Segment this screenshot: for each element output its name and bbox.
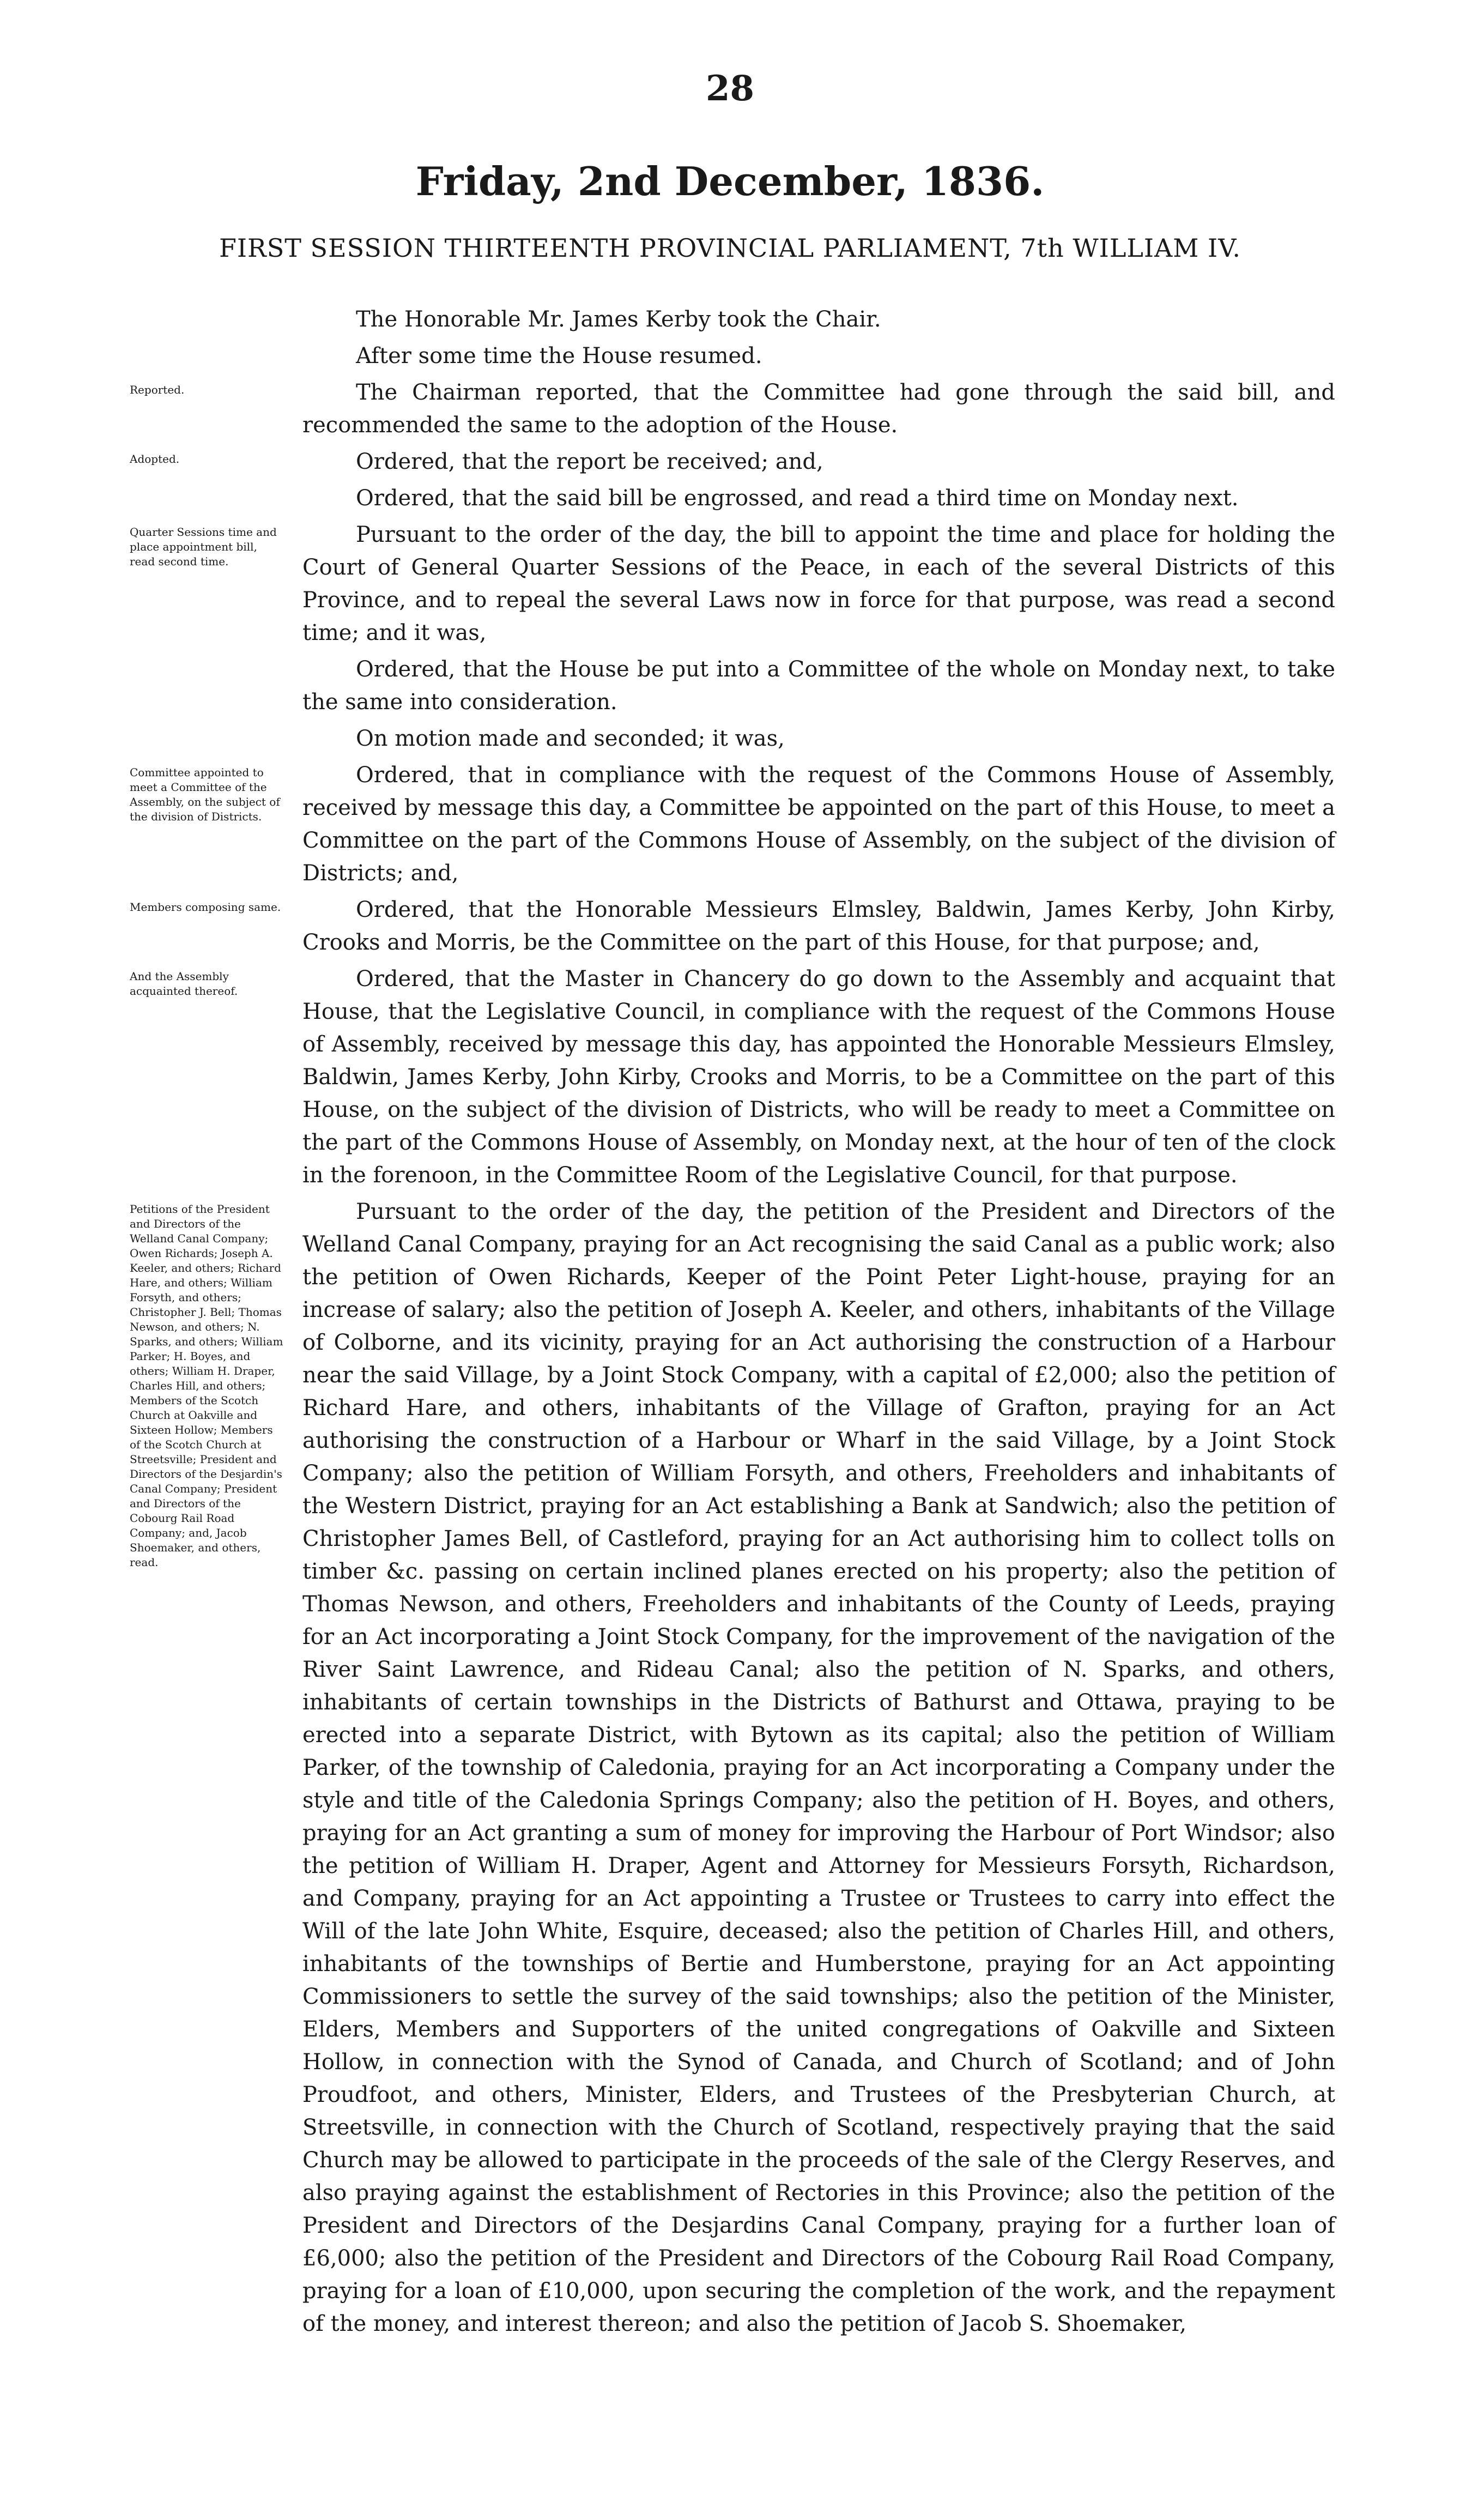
paragraph: Ordered, that the Honorable Messieurs Elmsley, Baldwin, James Kerby, John Kirby, Crooks and Morris, be the Committee on the part of this House, for that purpose; and, (302, 897, 1335, 955)
paragraph: After some time the House resumed. (356, 343, 762, 368)
paragraph: The Honorable Mr. James Kerby took the Chair. (356, 307, 881, 332)
date-heading: Friday, 2nd December, 1836. (415, 158, 1045, 204)
entry (0, 759, 1460, 890)
entry (0, 963, 1460, 1192)
entry (0, 653, 1460, 718)
entry (0, 482, 1460, 515)
entry (0, 1195, 1460, 2340)
margin-note: Quarter Sessions time and place appointment bill, read second time. (130, 525, 277, 568)
page-number: 28 (705, 68, 755, 109)
margin-note: And the Assembly acquainted thereof. (130, 970, 238, 998)
entry (0, 303, 1460, 336)
entry (0, 893, 1460, 959)
paragraph: Ordered, that the Master in Chancery do go down to the Assembly and acquaint that House, that the Legislative Council, in compliance with the request of the Commons House of Assembly, received by message this day, has appointed the Honorable Messieurs Elmsley, Baldwin, James Kerby, John Kirby, Crooks and Morris, to be a Committee on the part of this House, on the subject of the division of Districts, who will be ready to meet a Committee on the part of the Commons House of Assembly, on Monday next, at the hour of ten of the clock in the forenoon, in the Committee Room of the Legislative Council, for that purpose. (302, 966, 1335, 1188)
entry (0, 722, 1460, 755)
paragraph: The Chairman reported, that the Committee had gone through the said bill, and recommended the same to the adoption of the House. (302, 380, 1335, 438)
paragraph: Ordered, that the House be put into a Committee of the whole on Monday next, to take the same into consideration. (302, 657, 1335, 715)
margin-note: Petitions of the President and Directors of the Welland Canal Company; Owen Richards; Joseph A. Keeler, and others; Richard Hare, and others; William Forsyth, and others; Christopher J. Bell; Thomas Newson, and others; N. Sparks, and others; William Parker; H. Boyes, and others; William H. Draper, Charles Hill, and others; Members of the Scotch Church at Oakville and Sixteen Hollow; Members of the Scotch Church at Streetsville; President and Directors of the Desjardin's Canal Company; President and Directors of the Cobourg Rail Road Company; and, Jacob Shoemaker, and others, read. (130, 1202, 283, 1569)
paragraph: Ordered, that the said bill be engrossed, and read a third time on Monday next. (356, 486, 1239, 511)
paragraph: Ordered, that the report be received; and, (356, 449, 823, 474)
margin-note: Committee appointed to meet a Committee of the Assembly, on the subject of the division of Districts. (130, 766, 280, 823)
paragraph: Ordered, that in compliance with the request of the Commons House of Assembly, received by message this day, a Committee be appointed on the part of this House, to meet a Committee on the part of the Commons House of Assembly, on the subject of the division of Districts; and, (302, 763, 1335, 886)
margin-note: Members composing same. (130, 901, 281, 914)
proceedings-body (0, 303, 1460, 2344)
margin-note: Reported. (130, 383, 185, 396)
paragraph: Pursuant to the order of the day, the petition of the President and Directors of the Welland Canal Company, praying for an Act recognising the said Canal as a public work; also the petition of Owen Richards, Keeper of the Point Peter Light-house, praying for an increase of salary; also the petition of Joseph A. Keeler, and others, inhabitants of the Village of Colborne, and its vicinity, praying for an Act authorising the construction of a Harbour near the said Village, by a Joint Stock Company, with a capital of £2,000; also the petition of Richard Hare, and others, inhabitants of the Village of Grafton, praying for an Act authorising the construction of a Harbour or Wharf in the said Village, by a Joint Stock Company; also the petition of William Forsyth, and others, Freeholders and inhabitants of the Western District, praying for an Act establishing a Bank at Sandwich; also the petition of Christopher James Bell, of Castleford, praying for an Act authorising him to collect tolls on timber &c. passing on certain inclined planes erected on his property; also the petition of Thomas Newson, and others, Freeholders and inhabitants of the County of Leeds, praying for an Act incorporating a Joint Stock Company, for the improvement of the navigation of the River Saint Lawrence, and Rideau Canal; also the petition of N. Sparks, and others, inhabitants of certain townships in the Districts of Bathurst and Ottawa, praying to be erected into a separate District, with Bytown as its capital; also the petition of William Parker, of the township of Caledonia, praying for an Act incorporating a Company under the style and title of the Caledonia Springs Company; also the petition of H. Boyes, and others, praying for an Act granting a sum of money for improving the Harbour of Port Windsor; also the petition of William H. Draper, Agent and Attorney for Messieurs Forsyth, Richardson, and Company, praying for an Act appointing a Trustee or Trustees to carry into effect the Will of the late John White, Esquire, deceased; also the petition of Charles Hill, and others, inhabitants of the townships of Bertie and Humberstone, praying for an Act appointing Commissioners to settle the survey of the said townships; also the petition of the Minister, Elders, Members and Supporters of the united congregations of Oakville and Sixteen Hollow, in connection with the Synod of Canada, and Church of Scotland; and of John Proudfoot, and others, Minister, Elders, and Trustees of the Presbyterian Church, at Streetsville, in connection with the Church of Scotland, respectively praying that the said Church may be allowed to participate in the proceeds of the sale of the Clergy Reserves, and also praying against the establishment of Rectories in this Province; also the petition of the President and Directors of the Desjardins Canal Company, praying for a further loan of £6,000; also the petition of the President and Directors of the Cobourg Rail Road Company, praying for a loan of £10,000, upon securing the completion of the work, and the repayment of the money, and interest thereon; and also the petition of Jacob S. Shoemaker, (302, 1199, 1335, 2336)
entry (0, 340, 1460, 372)
margin-note: Adopted. (130, 452, 180, 466)
session-heading: FIRST SESSION THIRTEENTH PROVINCIAL PARLIAMENT, 7th WILLIAM IV. (219, 233, 1241, 263)
entry (0, 445, 1460, 478)
paragraph: On motion made and seconded; it was, (356, 726, 785, 751)
entry (0, 376, 1460, 442)
entry (0, 518, 1460, 649)
paragraph: Pursuant to the order of the day, the bill to appoint the time and place for holding the Court of General Quarter Sessions of the Peace, in each of the several Districts of this Province, and to repeal the several Laws now in force for that purpose, was read a second time; and it was, (302, 522, 1335, 645)
